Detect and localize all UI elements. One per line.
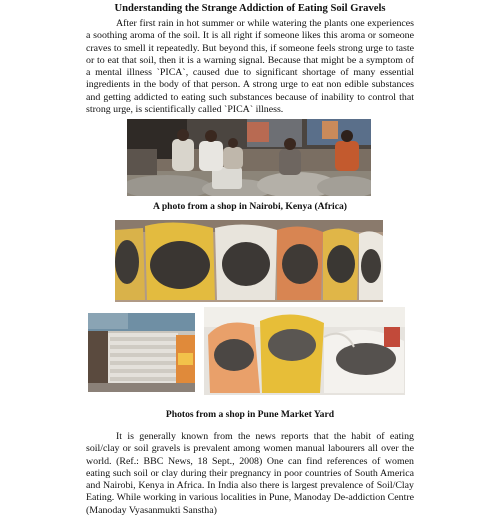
pune-shop-stacked-bags-photo xyxy=(88,313,195,392)
body-paragraph xyxy=(86,431,414,517)
article-title: Understanding the Strange Addiction of Eating Soil Gravels xyxy=(114,3,386,14)
pune-shop-soil-bags-photo xyxy=(204,307,405,395)
intro-paragraph-text: After first rain in hot summer or while watering the plants one experiences a soothing aroma of the soil. It is all right if someone likes this aroma or someone craves to smell it repeatedly. But beyond this, if someone feels strong urge to taste or to eat that soil, then it is a warning signal. Because that might be a symptom of a mental illness `PICA`, caused due to significant shortage of many essential ingredients in the body of that person. A strong urge to eat non edible substances and getting addicted to eating such substances because of inability to control that strong urge, is scientifically called `PICA` illness. xyxy=(86,18,414,116)
pune-photos-caption: Photos from a shop in Pune Market Yard xyxy=(165,409,335,420)
nairobi-photo-caption: A photo from a shop in Nairobi, Kenya (Africa) xyxy=(153,201,347,212)
nairobi-market-photo xyxy=(127,119,371,196)
soil-sacks-photo xyxy=(115,220,383,302)
intro-paragraph xyxy=(86,18,414,116)
body-paragraph-text: It is generally known from the news reports that the habit of eating soil/clay or soil gravels is prevalent among women manual labourers all over the world. (Ref.: BBC News, 18 Sept., 2008) One can find references of women eating such soil or clay during their pregnancy in poor countries of South America and Nairobi, Kenya in Africa. In India also there is largest prevalence of Soil/Clay Eating. While working in various localities in Pune, Manoday De-addiction Centre (Manoday Vyasanmukti Sanstha) xyxy=(86,431,414,516)
